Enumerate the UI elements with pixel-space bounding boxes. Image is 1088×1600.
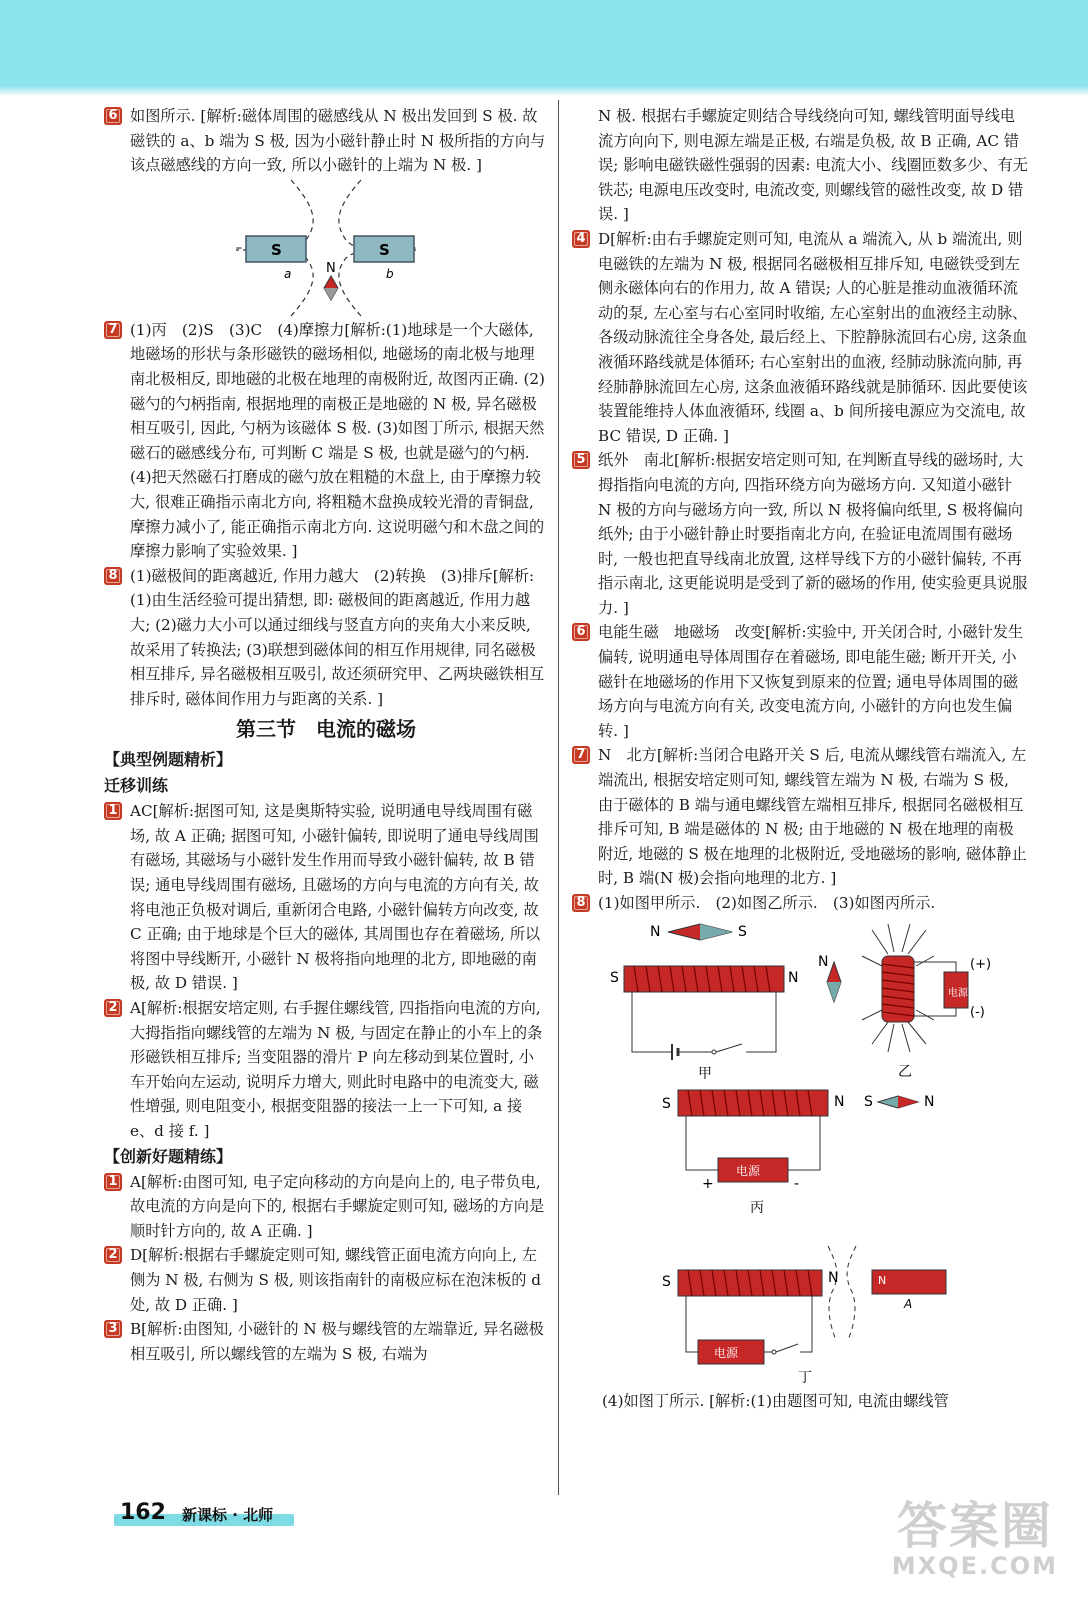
- innovation-3: [104, 1317, 548, 1366]
- innovation-6: [572, 620, 1028, 743]
- series-label: 新课标 · 北师: [182, 1506, 274, 1524]
- transfer-2-text: A[解析:根据安培定则, 右手握住螺线管, 四指指向电流的方向, 大拇指指向螺线管的左端为 N 极, 与固定在静止的小车上的条形磁铁相互排斥; 当变阻器的滑片 P 向左移动到某位置时, 小车开始向左运动, 说明斥力增大, 则此时电路中的电流变大, 磁性增强, 则电阻变小, 根据变阻器的接法一上一下可知, a 接 e、d 接 f. ]: [130, 999, 543, 1140]
- yi-source-label: 电源: [948, 987, 968, 999]
- answer-7-text: (1)丙 (2)S (3)C (4)摩擦力[解析:(1)地球是一个大磁体, 地磁场的形状与条形磁铁的磁场相似, 地磁场的南北极与地理南北极相反, 即地磁的北极在地理的南极附近, 故图丙正确. (2)磁勺的勺柄指南, 根据地理的南极正是地磁的 N 极, 异名磁极相互吸引, 因此, 勺柄为该磁体 S 极. (3)如图丁所示, 根据天然磁石的磁感线分布, 可判断 C 端是 S 极, 也就是磁勺的勺柄. (4)把天然磁石打磨成的磁勺放在粗糙的木盘上, 由于摩擦力较大, 很难正确指示南北方向, 将粗糙木盘换成较光滑的青铜盘, 摩擦力减小了, 能正确指示南北方向. 这说明磁勺和木盘之间的摩擦力影响了实验效果. ]: [130, 320, 545, 561]
- innovation-5-text: 纸外 南北[解析:根据安培定则可知, 在判断直导线的磁场时, 大拇指指向电流的方向, 四指环绕方向为磁场方向. 又知道小磁针 N 极的方向与磁场方向一致, 所以 N 极将偏向纸里, S 极将偏向纸外; 由于小磁针静止时要指南北方向, 在验证电流周围有磁场时, 一般也把直导线南北放置, 这样导线下方的小磁针偏转, 不再指示南北, 这更能说明是受到了新的磁场的作用, 使实验更具说服力. ]: [598, 451, 1028, 617]
- innovation-3-text: B[解析:由图知, 小磁针的 N 极与螺线管的左端靠近, 异名磁极相互吸引, 所以螺线管的左端为 S 极, 右端为: [130, 1320, 544, 1363]
- jia-coil-s: S: [610, 969, 619, 986]
- badge-8: 8: [104, 567, 122, 585]
- watermark-line1: 答案圈: [896, 1497, 1053, 1555]
- transfer-1: [104, 799, 548, 996]
- magnet-b-label: S: [379, 240, 390, 259]
- transfer-2: [104, 996, 548, 1144]
- badge-c5: 5: [572, 451, 590, 469]
- badge-6: 6: [104, 107, 122, 125]
- answer-7: [104, 318, 548, 564]
- magnet-a-label: S: [271, 240, 282, 259]
- badge-c7: 7: [572, 746, 590, 764]
- figure-ding: [662, 1246, 946, 1386]
- innovation-7-text: N 北方[解析:当闭合电路开关 S 后, 电流从螺线管右端流入, 左端流出, 根据安培定则可知, 螺线管左端为 N 极, 右端为 S 极, 由于磁体的 B 端与通电螺线管左端相互排斥, 根据同名磁极相互排斥可知, B 端是磁体的 N 极; 由于地磁的 N 极在地理的南极附近, 地磁的 S 极在地理的北极附近, 受地磁场的影响, 磁体静止时, B 端(N 极)会指向地理的北方. ]: [598, 746, 1027, 888]
- jia-coil-n: N: [788, 969, 799, 986]
- watermark-line2: MXQE.COM: [891, 1552, 1058, 1580]
- ding-coil-n: N: [828, 1269, 839, 1286]
- innovation-4-text: D[解析:由右手螺旋定则可知, 电流从 a 端流入, 从 b 端流出, 则电磁铁的左端为 N 极, 根据同名磁极相互排斥知, 电磁铁受到左侧永磁体向右的作用力, 故 A 错误; 人的心脏是推动血液循环流动的泵, 左心室与右心室同时收缩, 左心室射出的血液经主动脉、各级动脉流往全身各处, 最后经上、下腔静脉流回右心房, 这条血液循环路线就是体循环; 右心室射出的血液, 经肺动脉流向肺, 再经肺静脉流回左心房, 这条血液循环路线就是肺循环. 因此要使该装置能维持人体血液循环, 线圈 a、b 间所接电源应为交流电, 故 BC 错误, D 正确. ]: [598, 229, 1028, 445]
- answer-8-text: (1)磁极间的距离越近, 作用力越大 (2)转换 (3)排斥[解析:(1)由生活经验可提出猜想, 即: 磁极间的距离越近, 作用力越大; (2)磁力大小可以通过细线与竖直方向的夹角大小来反映, 故采用了转换法; (3)联想到磁体间的相互作用规律, 同名磁极相互排斥, 异名磁极相互吸引, 故还须研究甲、乙两块磁铁相互排斥时, 磁体间作用力与距离的关系. ]: [130, 566, 545, 708]
- badge-t2: 2: [104, 999, 122, 1017]
- answer-6: [104, 104, 548, 178]
- innovation-4: [572, 227, 1028, 448]
- jia-compass-s: S: [738, 923, 747, 940]
- heading-typical: 【典型例题精析】: [104, 750, 233, 770]
- heading-innovation: 【创新好题精练】: [104, 1146, 233, 1166]
- bing-plus: +: [702, 1175, 714, 1192]
- innovation-8-text: (1)如图甲所示. (2)如图乙所示. (3)如图丙所示.: [598, 894, 936, 912]
- badge-c1: 1: [104, 1173, 122, 1191]
- watermark: [891, 1497, 1058, 1580]
- badge-c2: 2: [104, 1246, 122, 1264]
- column-divider: [558, 100, 559, 1495]
- figure-bing: [662, 1090, 934, 1216]
- ding-label-a: A: [904, 1296, 913, 1311]
- innovation-3-continued: [572, 104, 1028, 227]
- heading-transfer: 迁移训练: [104, 776, 169, 796]
- ding-coil-s: S: [662, 1273, 671, 1290]
- answer-8-part4-text: (4)如图丁所示. [解析:(1)由题图可知, 电流由螺线管: [602, 1392, 949, 1411]
- jia-caption: 甲: [698, 1065, 712, 1082]
- top-color-band: [0, 0, 1088, 96]
- jia-compass-n: N: [650, 923, 661, 940]
- yi-plus: (+): [970, 956, 992, 972]
- yi-compass-n: N: [818, 953, 829, 970]
- answer-8: [104, 564, 548, 712]
- bing-coil-n: N: [834, 1093, 845, 1110]
- ding-magnet-n: N: [878, 1273, 887, 1287]
- ding-caption: 丁: [798, 1369, 812, 1386]
- badge-c3: 3: [104, 1320, 122, 1338]
- badge-c4: 4: [572, 230, 590, 248]
- answer-8-part4: [572, 1389, 1028, 1414]
- yi-caption: 乙: [898, 1063, 912, 1080]
- figure-yi: [818, 924, 991, 1080]
- ding-source-label: 电源: [714, 1345, 739, 1360]
- innovation-7: [572, 743, 1028, 891]
- innovation-6-text: 电能生磁 地磁场 改变[解析:实验中, 开关闭合时, 小磁针发生偏转, 说明通电导体周围存在着磁场, 即电能生磁; 断开开关, 小磁针在地磁场的作用下又恢复到原来的位置; 通电导体周围的磁场方向与电流方向有关, 改变电流方向, 小磁针的方向也发生偏转. ]: [598, 623, 1024, 740]
- page-number: 162: [120, 1500, 166, 1525]
- innovation-1-text: A[解析:由图可知, 电子定向移动的方向是向上的, 电子带负电, 故电流的方向是向下的, 根据右手螺旋定则可知, 磁场的方向是顺时针方向的, 故 A 正确. ]: [130, 1172, 545, 1240]
- answer-6-text: 如图所示. [解析:磁体周围的磁感线从 N 极出发回到 S 极. 故磁铁的 a、b 端为 S 极, 因为小磁针静止时 N 极所指的方向与该点磁感线的方向一致, 所以小磁针的上端为 N 极. ]: [130, 107, 546, 175]
- bing-compass-n: N: [924, 1093, 935, 1110]
- compass-n-label: N: [326, 260, 336, 276]
- label-b: b: [386, 266, 394, 281]
- innovation-1: [104, 1170, 548, 1244]
- innovation-3-cont-text: N 极. 根据右手螺旋定则结合导线绕向可知, 螺线管明面导线电流方向向下, 则电源左端是正极, 右端是负极, 故 B 正确, AC 错误; 影响电磁铁磁性强弱的因素: 电流大小、线圈匝数多少、有无铁芯; 电源电压改变时, 电流改变, 则螺线管的磁性改变, 故 D 错误. ]: [598, 107, 1028, 224]
- badge-7: 7: [104, 321, 122, 339]
- innovation-8: [572, 891, 1028, 916]
- bing-minus: -: [794, 1175, 800, 1192]
- bing-caption: 丙: [750, 1199, 764, 1216]
- badge-c6: 6: [572, 623, 590, 641]
- bing-compass-s: S: [864, 1093, 873, 1110]
- innovation-5: [572, 448, 1028, 620]
- left-column: [104, 104, 548, 1366]
- yi-minus: (-): [970, 1004, 985, 1020]
- figure-jia: [610, 924, 798, 1082]
- label-a: a: [284, 266, 292, 281]
- innovation-2-text: D[解析:根据右手螺旋定则可知, 螺线管正面电流方向向上, 左侧为 N 极, 右侧为 S 极, 则该指南针的南极应标在泡沫板的 d 处, 故 D 正确. ]: [130, 1246, 541, 1314]
- section-title: 第三节 电流的磁场: [236, 717, 416, 742]
- transfer-1-text: AC[解析:据图可知, 这是奥斯特实验, 说明通电导线周围有磁场, 故 A 正确; 据图可知, 小磁针偏转, 即说明了通电导线周围有磁场, 其磁场与小磁针发生作用而导致小磁针偏转, 故 B 错误; 通电导线周围有磁场, 且磁场的方向与电流的方向有关, 故将电池正负极对调后, 重新闭合电路, 小磁针偏转方向改变, 故 C 正确; 由于地球是个巨大的磁体, 其周围也存在着磁场, 所以将图中导线断开, 小磁针 N 极将指向地理的北方, 即地磁的南极, 故 D 错误. ]: [130, 802, 541, 993]
- bing-coil-s: S: [662, 1095, 671, 1112]
- bing-source-label: 电源: [736, 1163, 761, 1178]
- figure-magnets-field: [226, 178, 426, 318]
- innovation-2: [104, 1243, 548, 1317]
- badge-t1: 1: [104, 802, 122, 820]
- page-footer: [120, 1500, 300, 1530]
- badge-c8: 8: [572, 894, 590, 912]
- figures-solenoids: [572, 916, 1028, 1386]
- right-column: [572, 104, 1028, 1414]
